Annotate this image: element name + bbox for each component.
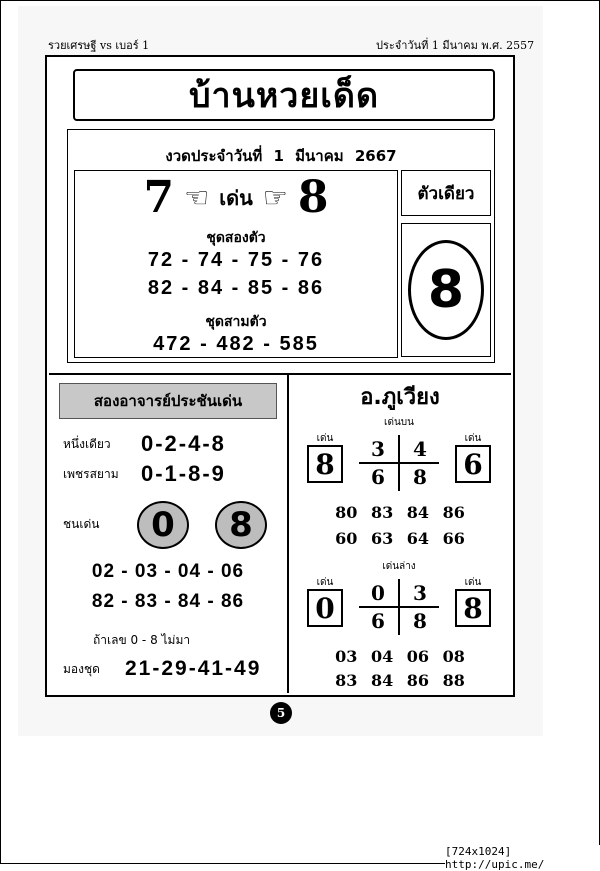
hand-left-icon: ☞ [262,181,288,214]
single-digit-value: 8 [408,240,484,340]
bottom-grid-cell-1: 0 [371,581,385,605]
three-digit-label: ชุดสามตัว [205,314,267,330]
bottom-block-label: เด่นล่าง [382,561,416,572]
bottom-grid-cell-2: 3 [413,581,427,605]
set-row [63,657,261,681]
note-text: ถ้าเลข 0 - 8 ไม่มา [93,633,191,647]
top-grid-cell-3: 6 [371,465,385,489]
left-panel-title: สองอาจารย์ประชันเด่น [59,383,277,419]
single-digit-label: ตัวเดียว [401,170,491,216]
main-prediction-box [74,170,398,358]
bottom-right-digit: 8 [455,589,491,627]
top-digit-grid [359,435,439,491]
top-grid-cell-4: 8 [413,465,427,489]
clash-number-1: 0 [137,501,189,549]
two-digit-row-1: 72 - 74 - 75 - 76 [147,249,325,271]
bottom-numbers-row-2: 83 84 86 88 [335,671,465,690]
section-divider [49,373,511,375]
main-row [75,172,397,223]
page-title: บ้านหวยเด็ด [73,69,495,121]
left-row-1-label: หนึ่งเดียว [63,436,111,451]
left-row-2 [63,461,226,487]
left-row-2-label: เพชรสยาม [63,466,119,481]
bottom-left-digit: 0 [307,589,343,627]
top-left-label: เด่น [316,433,334,444]
left-row-1 [63,431,226,457]
two-digit-label: ชุดสองตัว [206,230,266,246]
top-left-digit: 8 [307,445,343,483]
three-digit-row: 472 - 482 - 585 [153,333,319,355]
grid-horizontal-line [359,462,439,464]
bottom-left-label: เด่น [316,577,334,588]
bottom-numbers-row-1: 03 04 06 08 [335,647,465,666]
left-numbers-row-1: 02 - 03 - 04 - 06 [91,561,245,582]
set-value: 21-29-41-49 [125,657,262,680]
left-numbers-row-2: 82 - 83 - 84 - 86 [91,591,245,612]
grid-horizontal-line [359,606,439,608]
main-right-number: 8 [297,172,329,223]
top-block-label: เด่นบน [384,417,414,428]
draw-date: งวดประจำวันที่ 1 มีนาคม 2667 [165,147,397,165]
main-label: เด่น [219,186,253,210]
two-digit-row-2: 82 - 84 - 85 - 86 [147,277,325,299]
top-grid-cell-2: 4 [413,437,427,461]
main-panel [45,55,515,697]
image-footer: [724x1024] http://upic.me/ [445,845,600,871]
top-grid-cell-1: 3 [371,437,385,461]
main-left-number: 7 [143,172,175,223]
bottom-grid-cell-4: 8 [413,609,427,633]
left-row-1-value: 0-2-4-8 [141,431,226,456]
bottom-section [49,373,511,693]
bottom-grid-cell-3: 6 [371,609,385,633]
top-right-digit: 6 [455,445,491,483]
clash-label: ชนเด่น [63,517,100,531]
hand-right-icon: ☜ [184,181,210,214]
bottom-right-label: เด่น [464,577,482,588]
prediction-section [67,129,495,363]
page-number: 5 [270,702,292,724]
left-row-2-value: 0-1-8-9 [141,461,226,486]
bottom-digit-grid [359,579,439,635]
top-numbers-row-2: 60 63 64 66 [335,529,465,548]
header-right: ประจำวันที่ 1 มีนาคม พ.ศ. 2557 [376,39,535,52]
single-digit-box [401,223,491,357]
right-panel-title: อ.ภูเวียง [360,385,440,410]
clash-number-2: 8 [215,501,267,549]
top-right-label: เด่น [464,433,482,444]
set-label: มองชุด [63,661,100,676]
top-numbers-row-1: 80 83 84 86 [335,503,465,522]
header-left: รวยเศรษฐี vs เบอร์ 1 [48,39,150,52]
